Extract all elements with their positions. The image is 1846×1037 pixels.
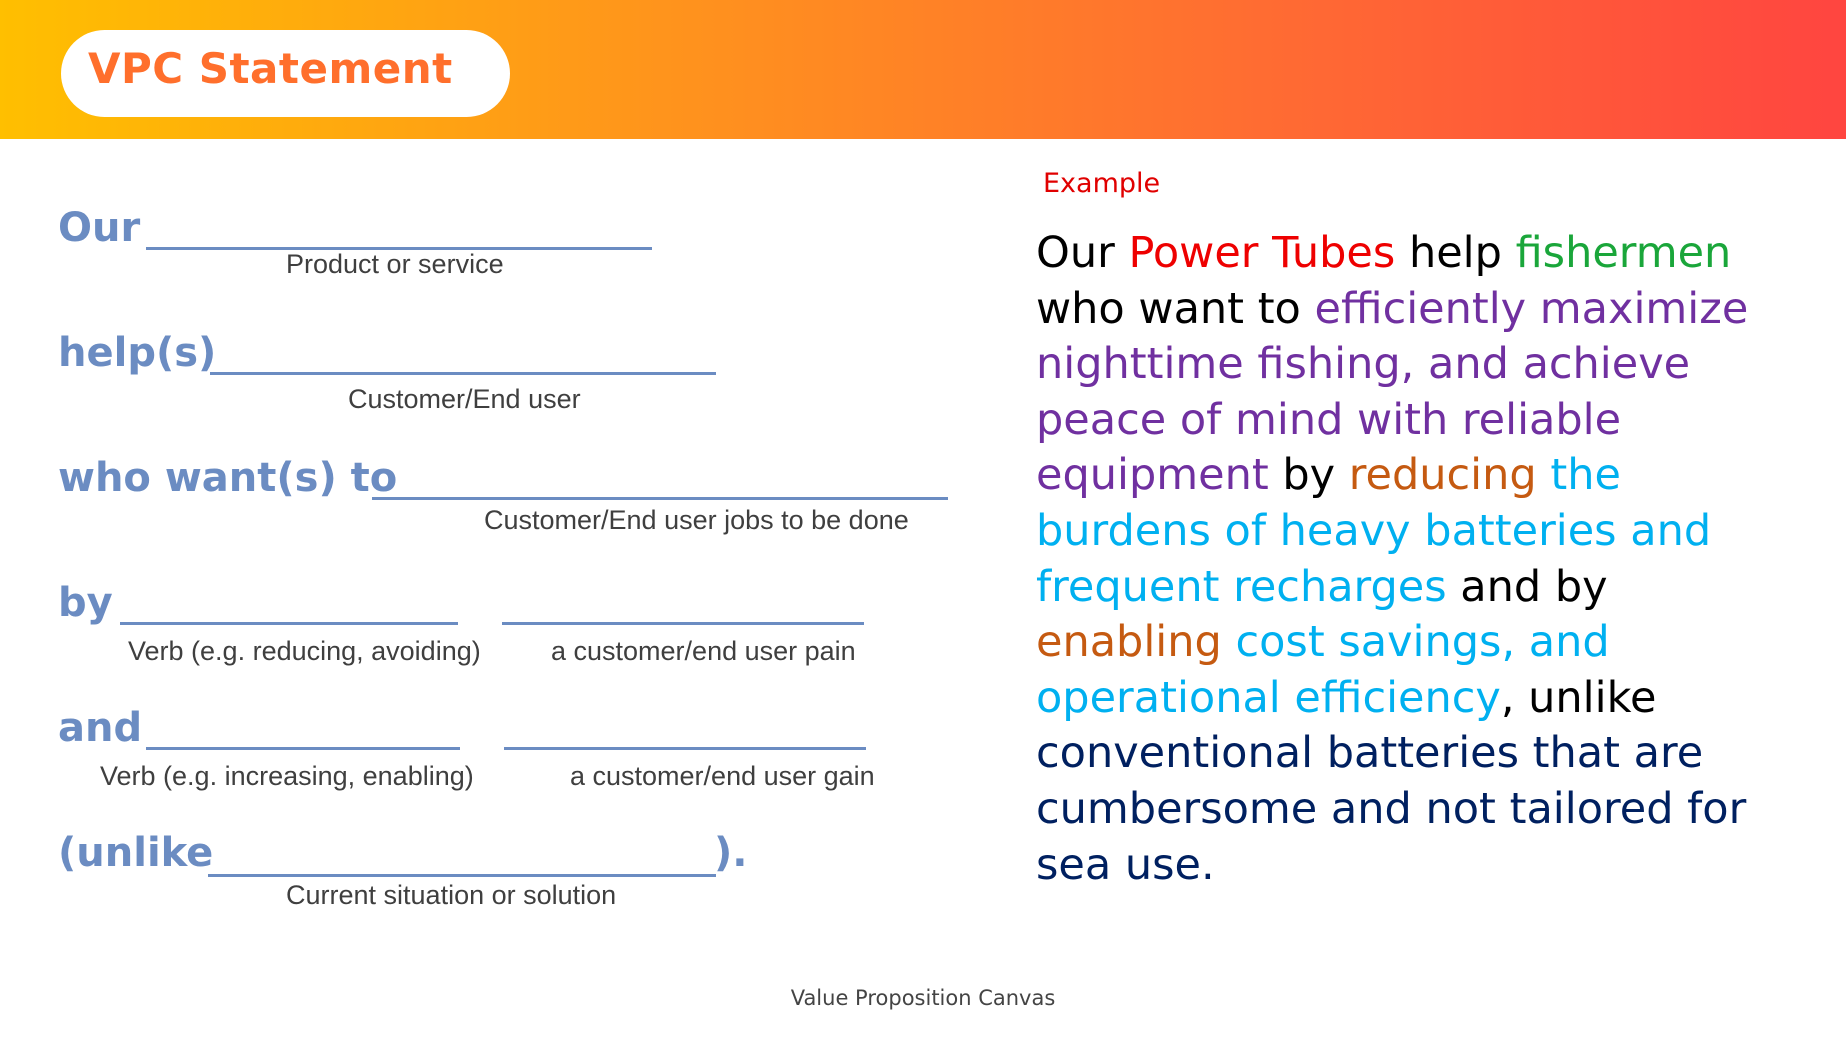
- page-title: VPC Statement: [88, 44, 453, 93]
- template-unlike-close: ).: [714, 830, 748, 876]
- template-who-wants-hint: Customer/End user jobs to be done: [484, 505, 909, 535]
- template-helps-word: help(s): [58, 330, 217, 376]
- example-current-solution: conventional batteries that are cumbersome and not tailored for sea use.: [1036, 728, 1747, 890]
- template-and-word: and: [58, 705, 143, 751]
- example-statement: [1036, 226, 1806, 893]
- template-who-wants-word: who want(s) to: [58, 455, 398, 501]
- template-and-verb-hint: Verb (e.g. increasing, enabling): [100, 761, 474, 791]
- template-and-gain-hint: a customer/end user gain: [570, 761, 875, 791]
- footer-caption: Value Proposition Canvas: [790, 986, 1056, 1010]
- template-our-hint: Product or service: [286, 249, 504, 279]
- example-by: by: [1268, 450, 1349, 501]
- example-customer: fishermen: [1515, 228, 1732, 278]
- example-pain: the burdens of heavy batteries and frequent recharges: [1036, 450, 1712, 612]
- template-and-gain-blank: [504, 747, 866, 750]
- template-by-pain-hint: a customer/end user pain: [551, 636, 856, 666]
- example-and-by: and by: [1446, 561, 1608, 612]
- template-by-word: by: [58, 580, 113, 626]
- template-unlike-word: (unlike: [58, 830, 214, 876]
- template-unlike-blank: [208, 874, 716, 877]
- example-gain: cost savings, and operational efficiency: [1036, 617, 1610, 723]
- template-helps-hint: Customer/End user: [348, 384, 581, 414]
- example-help: help: [1395, 228, 1516, 278]
- example-label: Example: [1043, 168, 1161, 199]
- template-by-verb-hint: Verb (e.g. reducing, avoiding): [128, 636, 481, 666]
- example-verb-enabling: enabling: [1036, 617, 1222, 668]
- example-who-want: who want to: [1036, 283, 1315, 334]
- template-helps-blank: [210, 372, 716, 375]
- template-and-verb-blank: [146, 747, 460, 750]
- template-our-word: Our: [58, 205, 141, 251]
- example-our: Our: [1036, 228, 1129, 278]
- template-by-verb-blank: [120, 622, 458, 625]
- template-who-wants-blank: [372, 497, 948, 500]
- example-product: Power Tubes: [1128, 228, 1396, 278]
- template-by-pain-blank: [502, 622, 864, 625]
- example-unlike: , unlike: [1500, 672, 1657, 723]
- template-unlike-hint: Current situation or solution: [286, 880, 617, 910]
- example-verb-reducing: reducing: [1348, 450, 1537, 501]
- example-jobs: efficiently maximize nighttime fishing, and achieve peace of mind with reliable equipment: [1036, 283, 1749, 501]
